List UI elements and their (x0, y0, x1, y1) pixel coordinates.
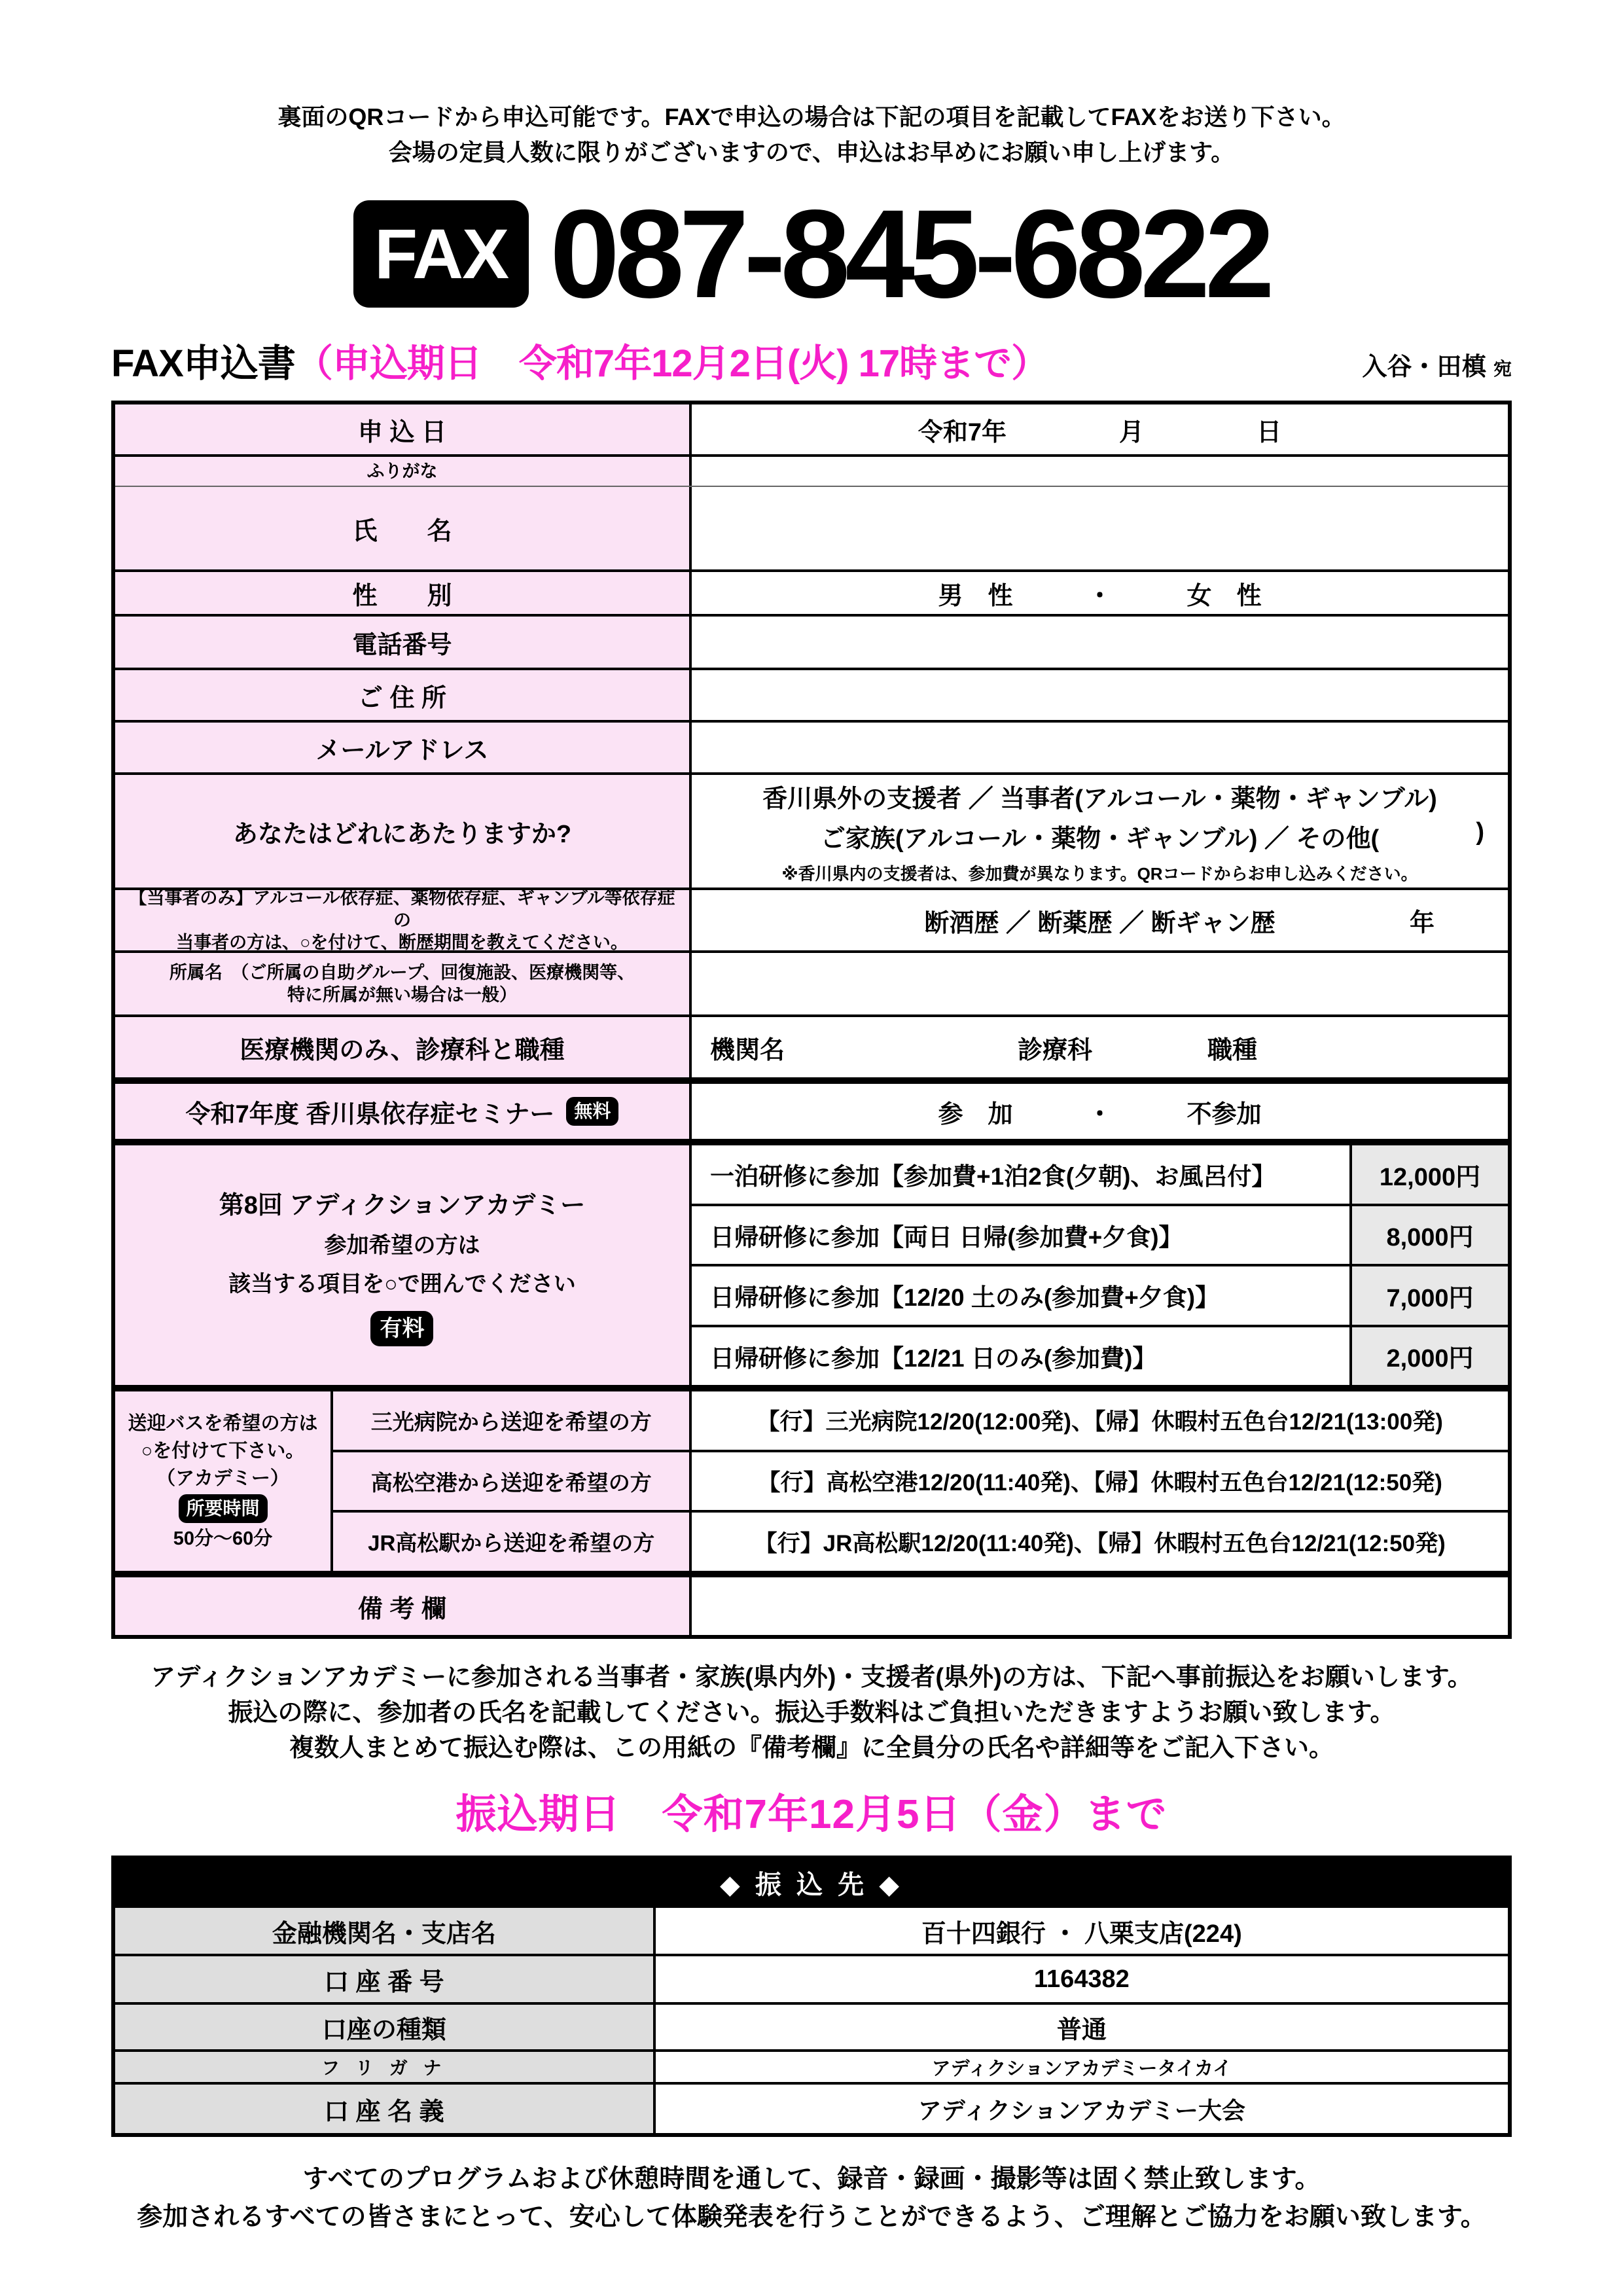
academy-option-row[interactable]: 日帰研修に参加【12/20 土のみ(参加費+夕食)】 7,000円 (692, 1264, 1508, 1325)
medical-job-label: 職種 (1207, 1036, 1258, 1064)
row-abstinence (115, 888, 1508, 950)
row-remarks (115, 1571, 1508, 1635)
category-option-line-1: 香川県外の支援者 ／ 当事者(アルコール・薬物・ギャンブル) (762, 785, 1437, 813)
shuttle-routes (333, 1391, 1508, 1571)
route-detail: 【行】JR高松駅12/20(11:40発)、【帰】休暇村五色台12/21(12:50発) (754, 1530, 1446, 1556)
row-name (115, 486, 1508, 569)
abstinence-choice[interactable] (692, 890, 1508, 950)
name-label: 氏 名 (115, 487, 692, 569)
bank-label: 口座の種類 (115, 2005, 656, 2049)
bank-label: 口 座 名 義 (115, 2085, 656, 2133)
category-label: あなたはどれにあたりますか? (115, 775, 692, 888)
category-close-paren: ) (1476, 817, 1484, 846)
seminar-choice[interactable]: 参 加 ・ 不参加 (938, 1100, 1262, 1128)
bank-row (115, 2049, 1508, 2082)
price-cell: 12,000円 (1349, 1145, 1508, 1204)
route-from: JR高松駅から送迎を希望の方 (333, 1513, 692, 1571)
bank-label: 金融機関名・支店名 (115, 1908, 656, 1954)
row-furigana (115, 454, 1508, 486)
gender-label: 性 別 (115, 572, 692, 614)
phone-field[interactable] (692, 617, 1508, 668)
seminar-label: 令和7年度 香川県依存症セミナー 無料 (115, 1084, 692, 1139)
name-field[interactable] (692, 487, 1508, 569)
day-label: 日 (1257, 418, 1282, 446)
academy-option-row[interactable]: 日帰研修に参加【12/21 日のみ(参加費)】 2,000円 (692, 1325, 1508, 1386)
address-label: ご 住 所 (115, 670, 692, 720)
academy-option-row[interactable]: 日帰研修に参加【両日 日帰(参加費+夕食)】 8,000円 (692, 1204, 1508, 1265)
route-from: 三光病院から送迎を希望の方 (333, 1391, 692, 1450)
category-note: ※香川県内の支援者は、参加費が異なります。QRコードからお申し込みください。 (781, 863, 1418, 884)
abstinence-label: 【当事者のみ】アルコール依存症、薬物依存症、ギャンブル等依存症の 当事者の方は、○を付けて、断歴期間を教えてください。 (115, 890, 692, 950)
furigana-label: ふりがな (115, 457, 692, 486)
row-phone (115, 614, 1508, 668)
price-cell: 2,000円 (1349, 1327, 1508, 1386)
application-table (111, 401, 1512, 1639)
category-option-line-2: ご家族(アルコール・薬物・ギャンブル) ／ その他( (820, 825, 1380, 853)
intro-line-1: 裏面のQRコードから申込可能です。FAXで申込の場合は下記の項目を記載してFAXをお送り下さい。 (277, 103, 1346, 130)
month-label: 月 (1119, 418, 1145, 446)
era-year: 令和7年 (918, 418, 1007, 446)
remarks-label: 備 考 欄 (115, 1577, 692, 1635)
section-shuttle (115, 1385, 1508, 1571)
category-choice[interactable] (692, 775, 1508, 888)
row-apply-date (115, 404, 1508, 454)
paid-badge: 有料 (370, 1311, 433, 1346)
shuttle-note: 送迎バスを希望の方は ○を付けて下さい。 （アカデミー） 所要時間 50分～60分 (115, 1391, 333, 1571)
row-affiliation (115, 950, 1508, 1014)
abstinence-options: 断酒歴 ／ 断薬歴 ／ 断ギャン歴 (924, 909, 1275, 937)
footer-line-1: すべてのプログラムおよび休憩時間を通して、録音・録画・撮影等は固く禁止致します。 (302, 2165, 1321, 2193)
medical-org-label: 機関名 (709, 1036, 785, 1064)
bank-row (115, 1905, 1508, 1954)
academy-sub-1: 参加希望の方は (324, 1232, 480, 1258)
bank-row (115, 2082, 1508, 2133)
row-category (115, 772, 1508, 888)
shuttle-route-row[interactable] (333, 1510, 1508, 1571)
affiliation-label: 所属名 （ご所属の自助グループ、回復施設、医療機関等、 特に所属が無い場合は一般） (115, 953, 692, 1014)
academy-option-row[interactable]: 一泊研修に参加【参加費+1泊2食(夕朝)、お風呂付】 12,000円 (692, 1145, 1508, 1204)
furigana-field[interactable] (692, 457, 1508, 486)
transfer-para-3: 複数人まとめて振込む際は、この用紙の『備考欄』に全員分の氏名や詳細等をご記入下さい。 (289, 1734, 1334, 1762)
row-seminar (115, 1077, 1508, 1139)
route-from: 高松空港から送迎を希望の方 (333, 1452, 692, 1511)
address-field[interactable] (692, 670, 1508, 720)
route-detail: 【行】高松空港12/20(11:40発)、【帰】休暇村五色台12/21(12:50発) (757, 1470, 1442, 1496)
bank-value: 百十四銀行 ・ 八栗支店(224) (921, 1920, 1242, 1948)
medical-fields[interactable] (692, 1017, 1508, 1077)
route-detail: 【行】三光病院12/20(12:00発)、【帰】休暇村五色台12/21(13:00発) (757, 1409, 1443, 1435)
fax-number: 087-845-6822 (550, 183, 1270, 324)
shuttle-route-row[interactable] (333, 1450, 1508, 1511)
apply-date-label: 申 込 日 (115, 404, 692, 454)
price-cell: 7,000円 (1349, 1266, 1508, 1325)
bank-table (111, 1856, 1512, 2137)
form-title: FAX申込書 (111, 342, 295, 385)
email-field[interactable] (692, 723, 1508, 772)
fax-label-chip: FAX (353, 200, 529, 308)
duration-badge: 所要時間 (179, 1494, 268, 1523)
row-medical (115, 1014, 1508, 1077)
bank-value: アディクションアカデミータイカイ (931, 2058, 1232, 2079)
transfer-para-2: 振込の際に、参加者の氏名を記載してください。振込手数料はご負担いただきますようお願い致します。 (228, 1699, 1395, 1727)
footer-line-2: 参加されるすべての皆さまにとって、安心して体験発表を行うことができるよう、ご理解とご協力をお願い致します。 (137, 2203, 1486, 2231)
gender-choice[interactable]: 男 性 ・ 女 性 (938, 582, 1262, 610)
application-deadline: （申込期日 令和7年12月2日(火) 17時まで） (294, 342, 1049, 385)
row-email (115, 720, 1508, 772)
price-cell: 8,000円 (1349, 1206, 1508, 1265)
email-label: メールアドレス (115, 723, 692, 772)
academy-options (692, 1145, 1508, 1385)
shuttle-duration: 50分～60分 (173, 1528, 273, 1549)
intro-text (111, 99, 1512, 170)
row-gender (115, 569, 1508, 614)
transfer-para-1: アディクションアカデミーに参加される当事者・家族(県内外)・支援者(県外)の方は、下記へ事前振込をお願いします。 (151, 1664, 1472, 1691)
bank-value: 1164382 (1033, 1965, 1130, 1993)
fax-banner (111, 183, 1512, 324)
medical-label: 医療機関のみ、診療科と職種 (115, 1017, 692, 1077)
transfer-deadline: 振込期日 令和7年12月5日（金）まで (455, 1792, 1168, 1837)
remarks-field[interactable] (692, 1577, 1508, 1635)
academy-title: 第8回 アディクションアカデミー (219, 1191, 586, 1219)
bank-value: アディクションアカデミー大会 (918, 2096, 1245, 2124)
free-badge: 無料 (566, 1097, 618, 1126)
bank-label: 口 座 番 号 (115, 1956, 656, 2002)
bank-table-header: ◆ 振 込 先 ◆ (115, 1859, 1508, 1905)
academy-sub-2: 該当する項目を○で囲んでください (228, 1271, 576, 1297)
addressee-names: 入谷・田槙 (1362, 353, 1487, 381)
bank-row (115, 2002, 1508, 2049)
transfer-instructions (111, 1660, 1512, 1766)
shuttle-route-row[interactable] (333, 1391, 1508, 1450)
addressee (1362, 346, 1512, 387)
footer-notice (111, 2161, 1512, 2236)
affiliation-field[interactable] (692, 953, 1508, 1014)
bank-row (115, 1954, 1508, 2002)
apply-date-field[interactable] (692, 404, 1508, 454)
bank-value: 普通 (1056, 2016, 1107, 2044)
abstinence-unit: 年 (1409, 909, 1435, 937)
section-academy (115, 1139, 1508, 1385)
academy-label (115, 1145, 692, 1385)
row-address (115, 668, 1508, 720)
phone-label: 電話番号 (115, 617, 692, 668)
medical-dept-label: 診療科 (1018, 1036, 1093, 1064)
addressee-suffix: 宛 (1493, 359, 1512, 379)
form-header (111, 332, 1512, 387)
intro-line-2: 会場の定員人数に限りがございますので、申込はお早めにお願い申し上げます。 (388, 139, 1235, 166)
bank-label: フ リ ガ ナ (115, 2052, 656, 2082)
